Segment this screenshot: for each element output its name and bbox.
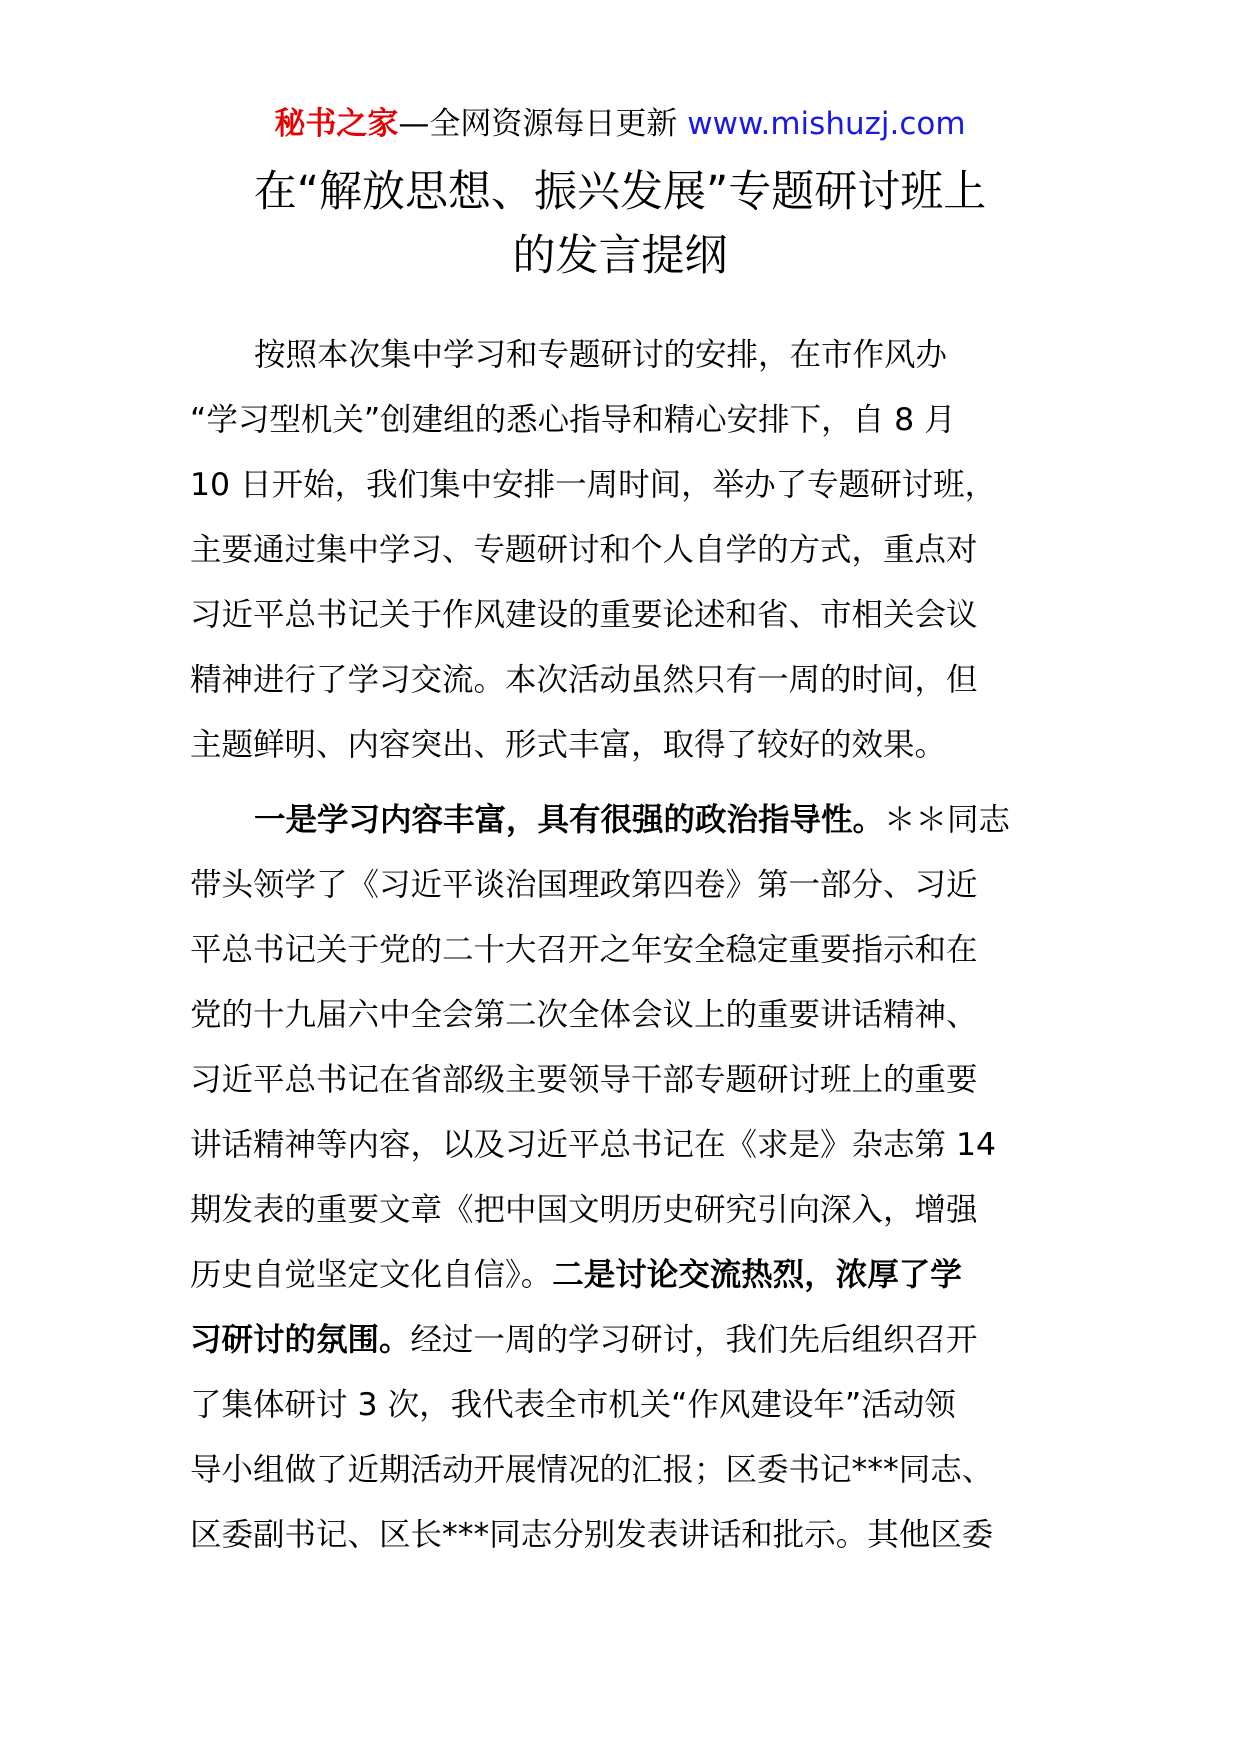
text-line: 区委副书记、区长***同志分别发表讲话和批示。其他区委 bbox=[190, 1517, 994, 1553]
paragraph-gap bbox=[190, 778, 1060, 788]
text-line bbox=[190, 1308, 1060, 1373]
text-line: “学习型机关”创建组的悉心指导和精心安排下，自 8 月 bbox=[190, 402, 956, 438]
text-line: 习近平总书记关于作风建设的重要论述和省、市相关会议 bbox=[190, 597, 978, 633]
site-url[interactable]: www.mishuzj.com bbox=[687, 106, 966, 142]
title-line-2: 的发言提纲 bbox=[512, 231, 728, 281]
text-line: 主题鲜明、内容突出、形式丰富，取得了较好的效果。 bbox=[190, 727, 947, 763]
text-run: ＊＊同志 bbox=[884, 802, 1011, 838]
document-body bbox=[190, 323, 1060, 1568]
brand-name: 秘书之家 bbox=[274, 106, 399, 142]
document-title bbox=[190, 160, 1050, 288]
point-heading-2-part-2: 习研讨的氛围。 bbox=[190, 1322, 411, 1358]
text-line: 党的十九届六中全会第二次全体会议上的重要讲话精神、 bbox=[190, 997, 978, 1033]
paragraph-1 bbox=[190, 323, 1060, 778]
text-run: 经过一周的学习研讨，我们先后组织召开 bbox=[410, 1322, 978, 1358]
point-heading-1: 一是学习内容丰富，具有很强的政治指导性。 bbox=[254, 802, 885, 838]
text-line: 平总书记关于党的二十大召开之年安全稳定重要指示和在 bbox=[190, 932, 978, 968]
text-line: 期发表的重要文章《把中国文明历史研究引向深入，增强 bbox=[190, 1192, 978, 1228]
text-line: 讲话精神等内容，以及习近平总书记在《求是》杂志第 14 bbox=[190, 1127, 997, 1163]
text-line: 精神进行了学习交流。本次活动虽然只有一周的时间，但 bbox=[190, 662, 978, 698]
title-line-1: 在“解放思想、振兴发展”专题研讨班上 bbox=[253, 167, 987, 217]
text-line: 带头领学了《习近平谈治国理政第四卷》第一部分、习近 bbox=[190, 867, 978, 903]
banner-slogan: —全网资源每日更新 bbox=[398, 106, 678, 142]
text-run: 历史自觉坚定文化自信》。 bbox=[190, 1257, 553, 1293]
text-line: 主要通过集中学习、专题研讨和个人自学的方式，重点对 bbox=[190, 532, 978, 568]
point-heading-2-part-1: 二是讨论交流热烈，浓厚了学 bbox=[552, 1257, 962, 1293]
text-line: 习近平总书记在省部级主要领导干部专题研讨班上的重要 bbox=[190, 1062, 978, 1098]
paragraph-2 bbox=[190, 788, 1060, 1568]
text-line bbox=[190, 788, 1060, 853]
text-line: 10 日开始，我们集中安排一周时间，举办了专题研讨班， bbox=[190, 467, 997, 503]
text-line bbox=[190, 1243, 1060, 1308]
text-line: 按照本次集中学习和专题研讨的安排，在市作风办 bbox=[254, 337, 948, 373]
site-banner bbox=[0, 100, 1240, 148]
text-line: 了集体研讨 3 次，我代表全市机关“作风建设年”活动领 bbox=[190, 1387, 956, 1423]
text-line: 导小组做了近期活动开展情况的汇报；区委书记***同志、 bbox=[190, 1452, 994, 1488]
